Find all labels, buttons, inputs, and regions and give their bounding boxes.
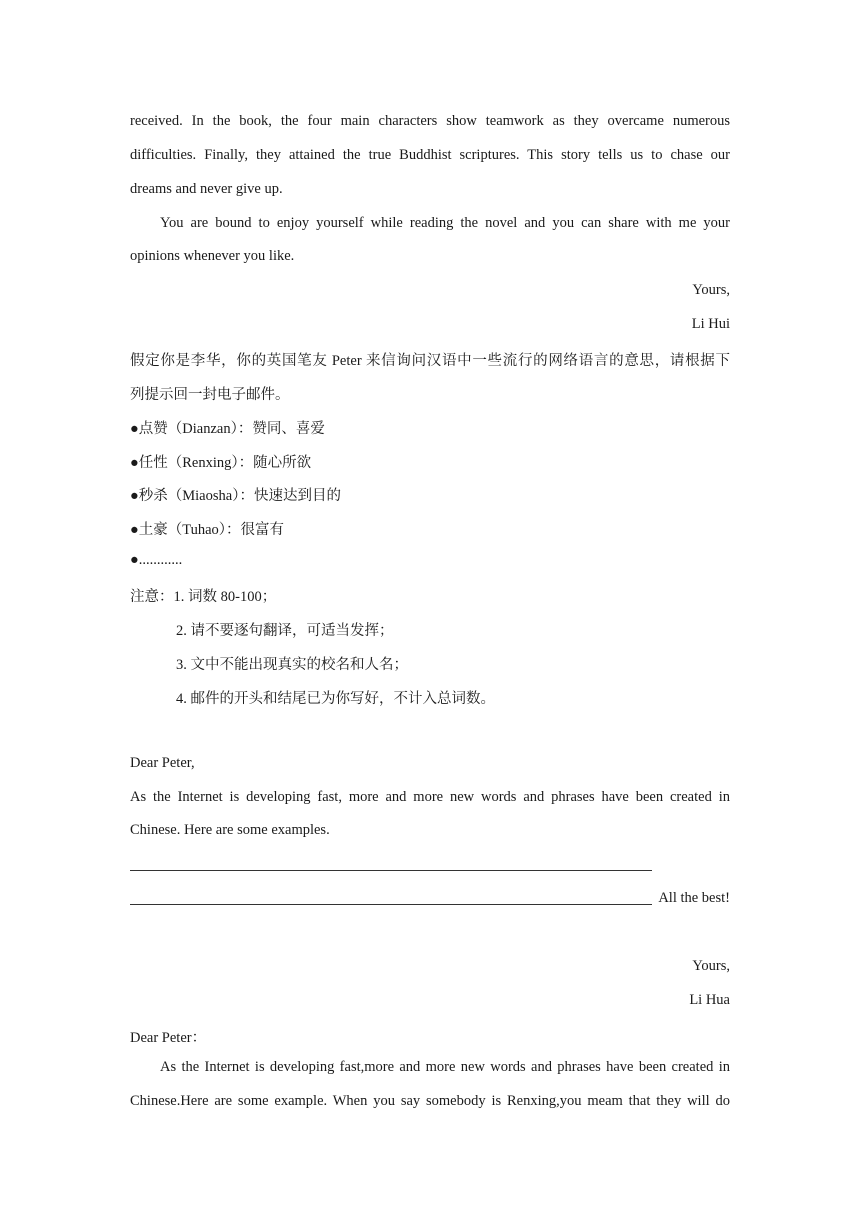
essay-line: You are bound to enjoy yourself while reading the novel and you can share with me your (160, 215, 730, 231)
task-bullet: ●............ (130, 552, 183, 568)
letter-greeting: Dear Peter, (130, 755, 195, 771)
essay-line: received. In the book, the four main characters show teamwork as they overcame numerous (130, 113, 730, 129)
answer-greeting: Dear Peter： (130, 1030, 207, 1046)
task-prompt-line: 假定你是李华，你的英国笔友 Peter 来信询问汉语中一些流行的网络语言的意思，请根据下 (130, 353, 730, 369)
letter-line: As the Internet is developing fast, more and more new words and phrases have been created in (130, 789, 730, 805)
letter-end-text: All the best! (658, 890, 730, 906)
essay-closing: Yours, (692, 282, 730, 298)
essay-line: opinions whenever you like. (130, 248, 295, 264)
answer-blank-line (130, 870, 652, 871)
answer-line: Chinese.Here are some example. When you say somebody is Renxing,you meam that they will do (130, 1093, 730, 1109)
essay-signature: Li Hui (691, 316, 730, 332)
letter-signature: Li Hua (689, 992, 730, 1008)
task-prompt-line: 列提示回一封电子邮件。 (130, 387, 290, 403)
task-bullet: ●点赞（Dianzan）：赞同、喜爱 (130, 421, 325, 437)
essay-line: dreams and never give up. (130, 181, 283, 197)
task-notes-label: 注意：1. 词数 80-100； (130, 589, 277, 605)
answer-line: As the Internet is developing fast,more and more new words and phrases have been created in (160, 1059, 730, 1075)
letter-closing: Yours, (692, 958, 730, 974)
task-bullet: ●秒杀（Miaosha）：快速达到目的 (130, 488, 341, 504)
task-bullet: ●土豪（Tuhao）：很富有 (130, 522, 285, 538)
task-bullet: ●任性（Renxing）：随心所欲 (130, 455, 312, 471)
task-note: 2. 请不要逐句翻译，可适当发挥； (176, 623, 394, 639)
letter-line: Chinese. Here are some examples. (130, 822, 330, 838)
essay-line: difficulties. Finally, they attained the true Buddhist scriptures. This story tells us to chase our (130, 147, 730, 163)
task-note: 4. 邮件的开头和结尾已为你写好，不计入总词数。 (176, 691, 495, 707)
task-note: 3. 文中不能出现真实的校名和人名； (176, 657, 408, 673)
